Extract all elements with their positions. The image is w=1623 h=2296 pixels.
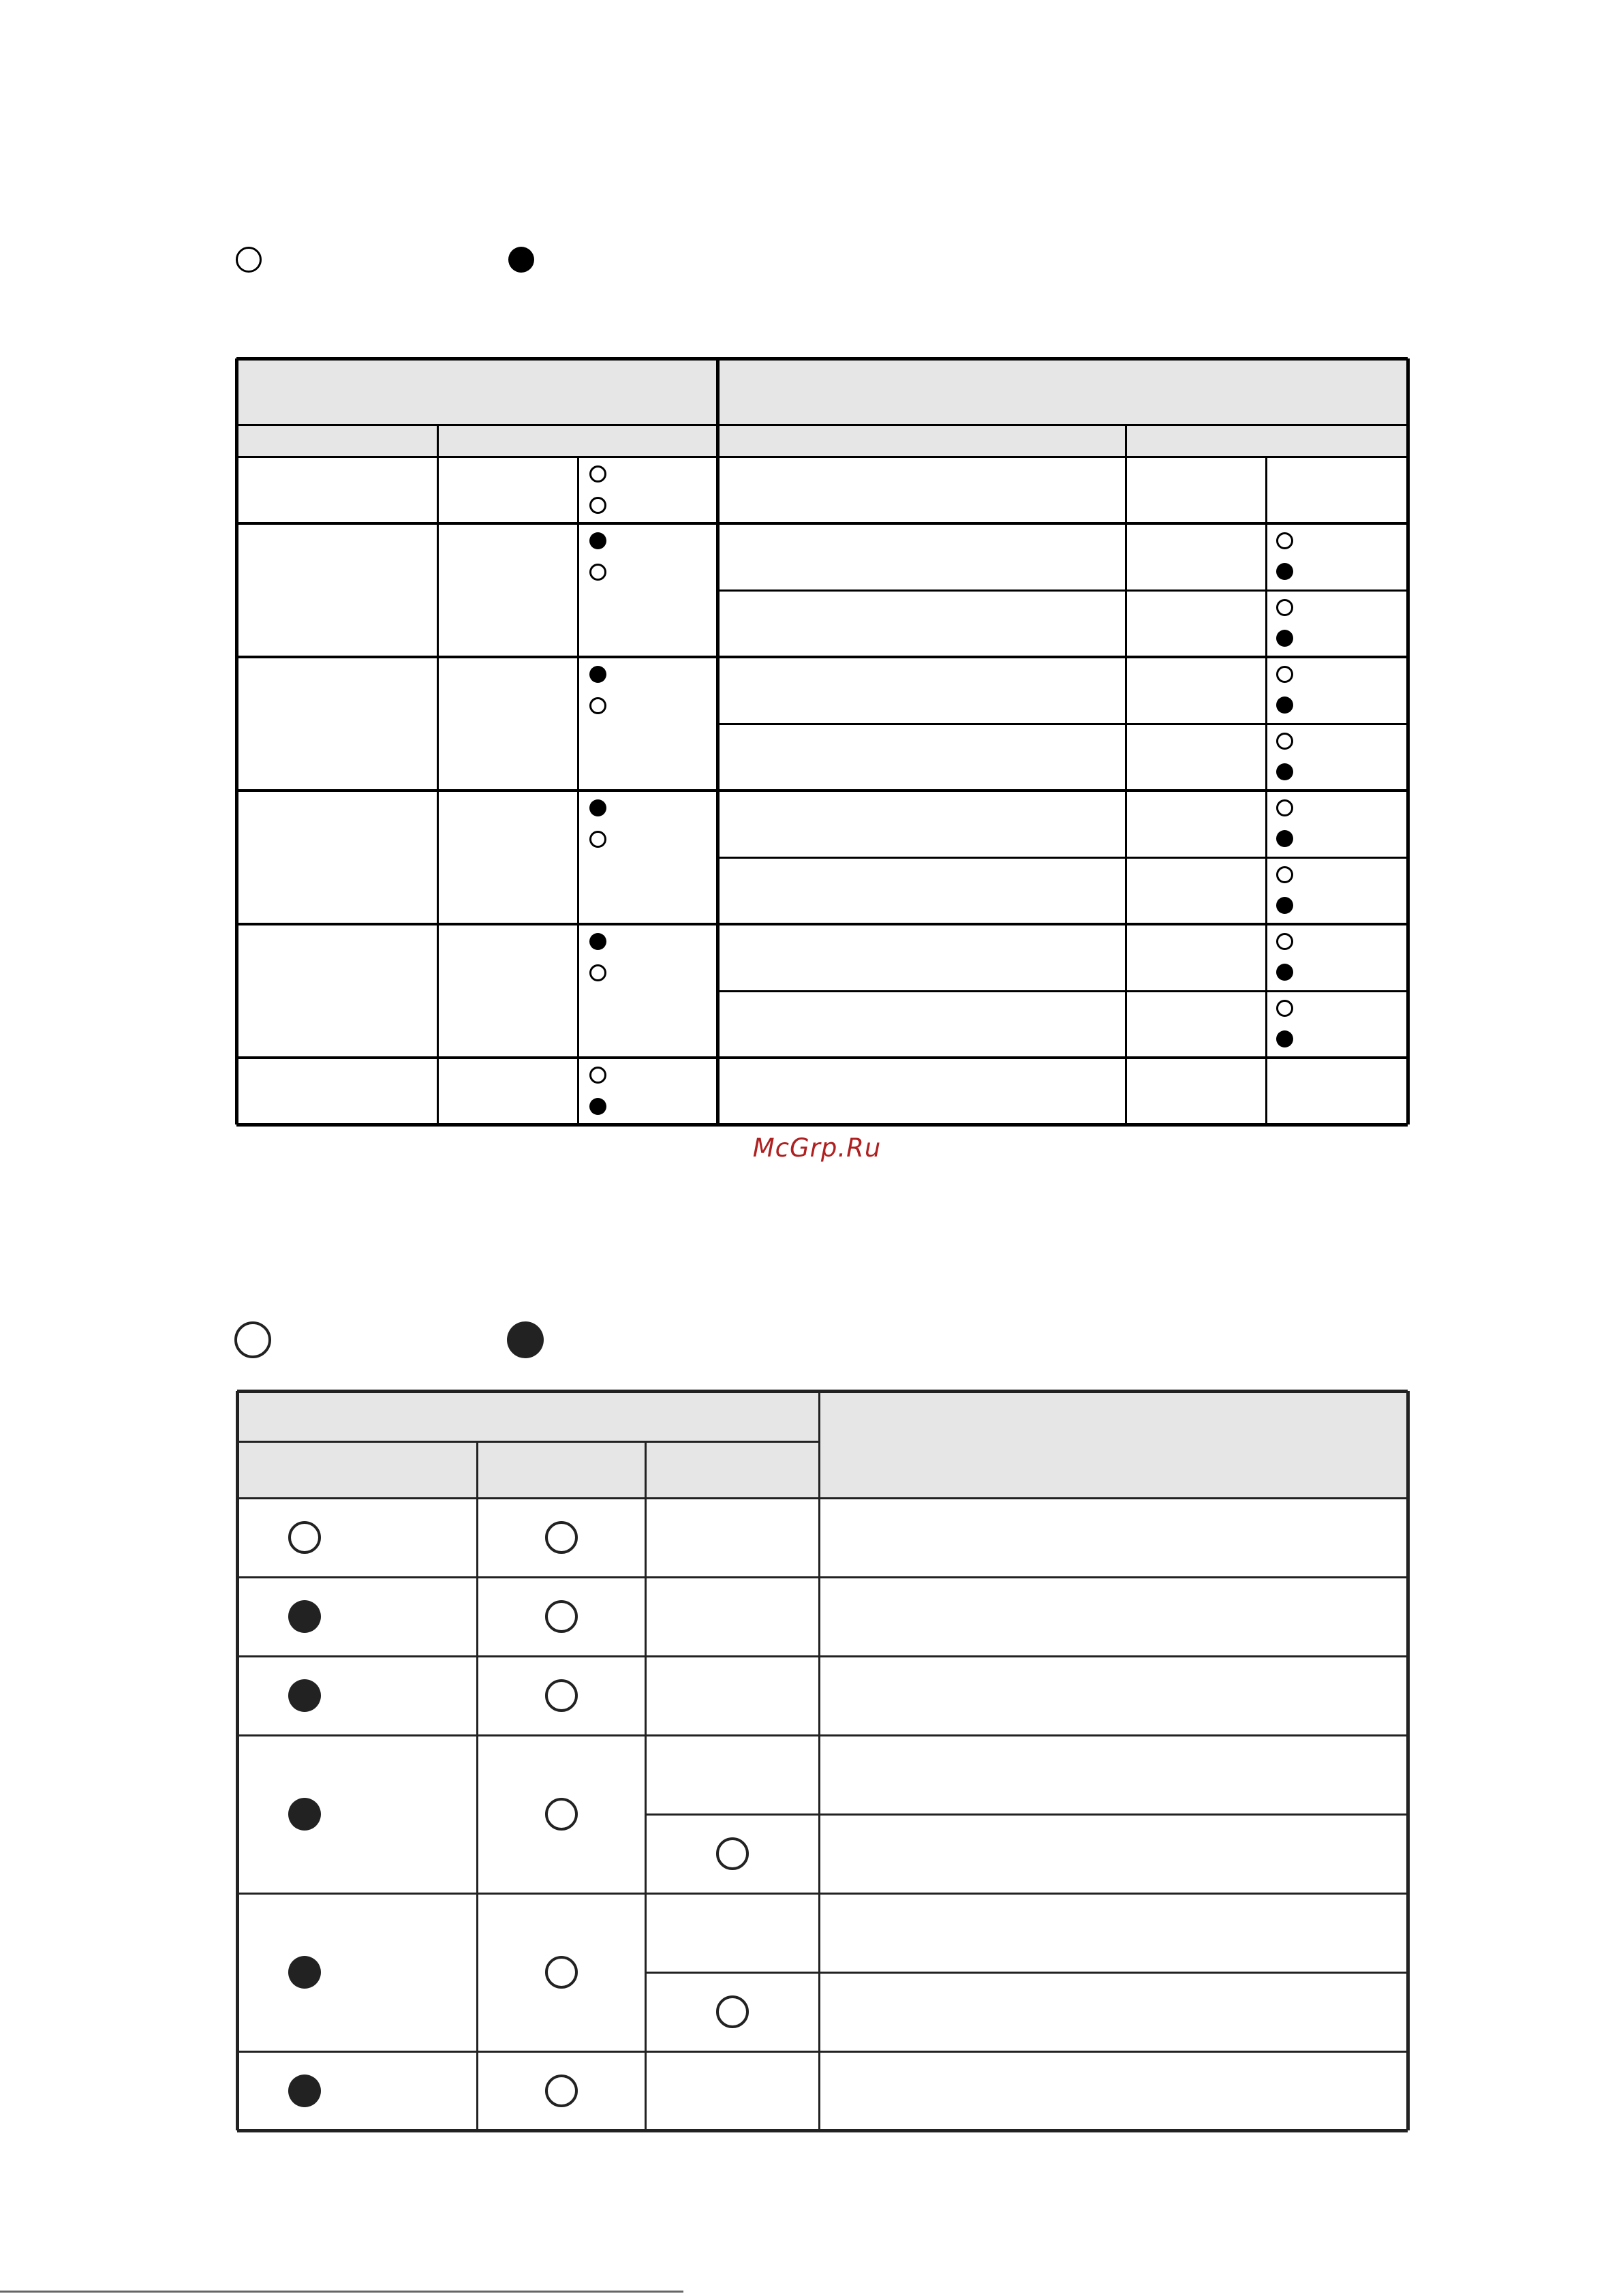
open-circle-icon <box>545 1600 578 1633</box>
table-rule <box>237 1390 1408 1393</box>
open-circle-icon <box>545 1521 578 1554</box>
filled-circle-icon <box>288 1798 321 1831</box>
table-rule <box>237 2129 1408 2132</box>
table-rule <box>1406 1391 1410 2130</box>
open-circle-icon <box>545 1956 578 1989</box>
open-circle-icon <box>545 2075 578 2107</box>
table-rule <box>818 1391 820 2130</box>
table-header <box>237 1391 1408 1498</box>
table-rule <box>645 1441 647 2130</box>
table-rule <box>237 1734 1408 1736</box>
open-circle-icon <box>545 1679 578 1712</box>
filled-circle-icon <box>288 1600 321 1633</box>
table-rule <box>237 1497 1408 1499</box>
filled-circle-icon <box>288 1956 321 1989</box>
table-rule <box>237 1655 1408 1657</box>
filled-circle-icon <box>288 2075 321 2107</box>
table-rule <box>237 1893 1408 1895</box>
table-rule <box>645 1972 1408 1974</box>
table-rule <box>237 2051 1408 2053</box>
open-circle-icon <box>716 1995 749 2028</box>
table-rule <box>236 1391 239 2130</box>
open-circle-icon <box>545 1798 578 1831</box>
open-circle-icon <box>288 1521 321 1554</box>
filled-circle-icon <box>288 1679 321 1712</box>
footer-rule <box>0 2291 683 2293</box>
open-circle-icon <box>716 1837 749 1870</box>
watermark-text: McGrp.Ru <box>752 1133 882 1163</box>
table-rule <box>645 1813 1408 1816</box>
table-rule <box>237 1441 819 1443</box>
table-rule <box>476 1441 478 2130</box>
table-rule <box>237 1576 1408 1578</box>
